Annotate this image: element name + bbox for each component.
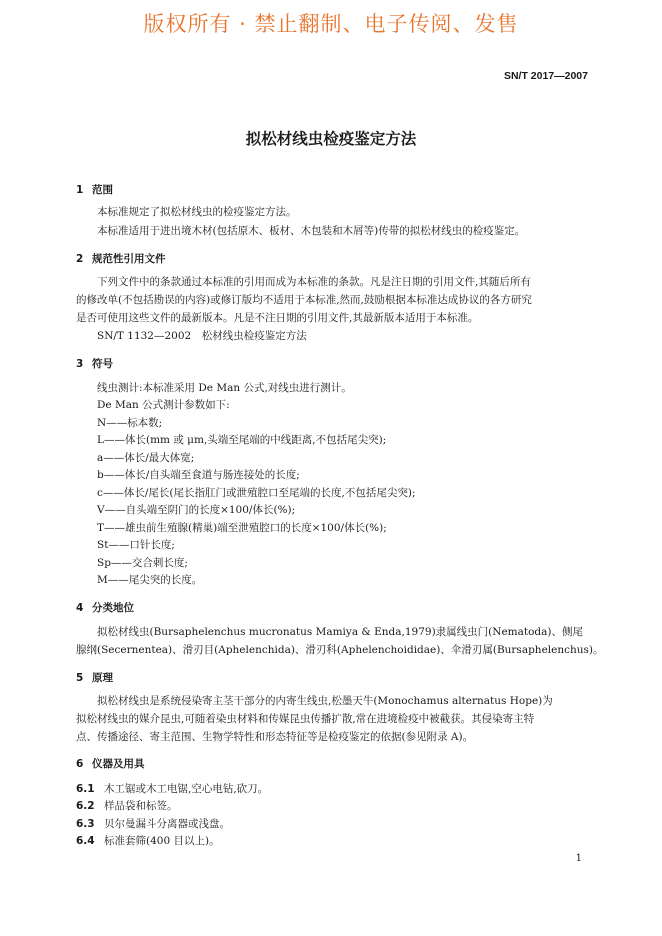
section-3-heading <box>76 356 113 371</box>
document-title: 拟松材线虫检疫鉴定方法 <box>245 130 417 148</box>
section-number: 2 <box>76 253 84 265</box>
section-title: 仪器及用具 <box>92 758 145 770</box>
section-title: 符号 <box>92 358 113 370</box>
paragraph-line: 的修改单(不包括勘误的内容)或修订版均不适用于本标准,然而,鼓励根据本标准达成协议的各方研究 <box>76 294 532 306</box>
paragraph-line: De Man 公式测计参数如下: <box>97 399 230 411</box>
paragraph-line: 线虫测计:本标准采用 De Man 公式,对线虫进行测计。 <box>97 382 352 394</box>
paragraph-line: 拟松材线虫(Bursaphelenchus mucronatus Mamiya & Enda,1979)隶属线虫门(Nematoda)、侧尾 <box>97 626 584 638</box>
item-number: 6.2 <box>76 800 95 812</box>
section-number: 4 <box>76 602 84 614</box>
paragraph-line: 是否可使用这些文件的最新版本。凡是不注日期的引用文件,其最新版本适用于本标准。 <box>76 312 479 324</box>
item-number: 6.1 <box>76 783 95 795</box>
paragraph-line: 下列文件中的条款通过本标准的引用而成为本标准的条款。凡是注日期的引用文件,其随后所有 <box>97 276 531 288</box>
section-6-heading <box>76 756 145 771</box>
section-2-heading <box>76 251 166 266</box>
section-number: 3 <box>76 358 84 370</box>
section-title: 分类地位 <box>92 602 134 614</box>
paragraph-line: 本标准适用于进出境木材(包括原木、板材、木包装和木屑等)传带的拟松材线虫的检疫鉴定。 <box>97 225 526 237</box>
symbol-definition: a——体长/最大体宽; <box>97 452 195 464</box>
paragraph-line: 本标准规定了拟松材线虫的检疫鉴定方法。 <box>97 206 297 218</box>
symbol-definition: N——标本数; <box>97 417 163 429</box>
section-5-heading <box>76 670 113 685</box>
paragraph-line: 拟松材线虫的媒介昆虫,可随着染虫材料和传媒昆虫传播扩散,常在进境检疫中被截获。其侵染寄主特 <box>76 713 535 725</box>
section-number: 1 <box>76 184 84 196</box>
section-number: 6 <box>76 758 84 770</box>
item-text: 标准套筛(400 目以上)。 <box>104 835 220 847</box>
copyright-watermark: 版权所有 · 禁止翻制、电子传阅、发售 <box>143 12 519 36</box>
section-title: 规范性引用文件 <box>92 253 166 265</box>
section-4-heading <box>76 600 134 615</box>
list-item <box>76 782 268 796</box>
paragraph-line: 点、传播途径、寄主范围、生物学特性和形态特征等是检疫鉴定的依据(参见附录 A)。 <box>76 731 474 743</box>
section-number: 5 <box>76 672 84 684</box>
symbol-definition: c——体长/尾长(尾长指肛门或泄殖腔口至尾端的长度,不包括尾尖突); <box>97 487 416 499</box>
section-title: 原理 <box>92 672 113 684</box>
item-text: 贝尔曼漏斗分离器或浅盘。 <box>104 818 230 830</box>
section-title: 范围 <box>92 184 113 196</box>
symbol-definition: St——口针长度; <box>97 539 175 551</box>
list-item <box>76 834 220 848</box>
section-1-heading <box>76 182 113 197</box>
symbol-definition: M——尾尖突的长度。 <box>97 574 203 586</box>
standard-code: SN/T 2017—2007 <box>503 70 588 82</box>
item-number: 6.4 <box>76 835 95 847</box>
list-item <box>76 817 230 831</box>
item-text: 木工锯或木工电锯,空心电钻,砍刀。 <box>104 783 269 795</box>
symbol-definition: T——雄虫前生殖腺(精巢)端至泄殖腔口的长度×100/体长(%); <box>97 522 387 534</box>
list-item <box>76 799 178 813</box>
page-number: 1 <box>575 853 582 864</box>
reference-entry: SN/T 1132—2002 松材线虫检疫鉴定方法 <box>97 330 307 342</box>
symbol-definition: L——体长(mm 或 μm,头端至尾端的中线距离,不包括尾尖突); <box>97 434 387 446</box>
item-number: 6.3 <box>76 818 95 830</box>
symbol-definition: Sp——交合刺长度; <box>97 557 188 569</box>
paragraph-line: 拟松材线虫是系统侵染寄主茎干部分的内寄生线虫,松墨天牛(Monochamus alternatus Hope)为 <box>97 695 553 707</box>
item-text: 样品袋和标签。 <box>104 800 178 812</box>
symbol-definition: V——自头端至阴门的长度×100/体长(%); <box>97 504 296 516</box>
symbol-definition: b——体长/自头端至食道与肠连接处的长度; <box>97 469 300 481</box>
paragraph-line: 腺纲(Secernentea)、滑刃目(Aphelenchida)、滑刃科(Aphelenchoididae)、伞滑刃属(Bursaphelenchus)。 <box>76 644 604 656</box>
